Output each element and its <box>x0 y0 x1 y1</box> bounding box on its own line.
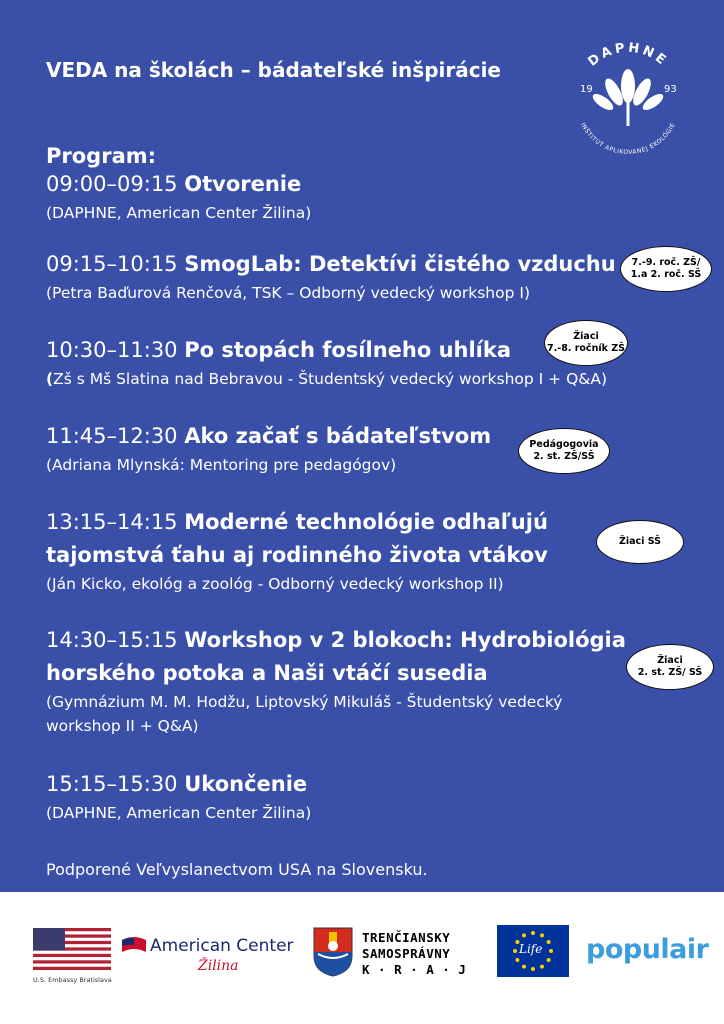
item-time: 14:30–15:15 <box>46 628 178 652</box>
american-center-city: Žilina <box>198 958 239 974</box>
daphne-logo <box>556 30 700 174</box>
audience-bubble: Žiaci 2. st. ZŠ/ SŠ <box>626 644 714 690</box>
us-flag-icon <box>33 928 111 970</box>
american-center-logo <box>120 932 300 982</box>
logo-year-left: 19 <box>580 84 593 95</box>
audience-bubble: Žiaci 7.-8. ročník ZŠ <box>544 320 628 366</box>
item-name-line2: tajomstvá ťahu aj rodinného života vtákov <box>46 543 548 567</box>
item-name: SmogLab: Detektívi čistého vzduchu <box>184 252 616 276</box>
audience-bubble: 7.-9. roč. ZŠ/ 1.a 2. roč. SŠ <box>620 246 712 292</box>
embassy-caption: U.S. Embassy Bratislava <box>33 976 112 984</box>
item-sub: (Petra Baďurová Renčová, TSK – Odborný vedecký workshop I) <box>46 284 530 302</box>
audience-bubble: Žiaci SŠ <box>596 520 684 564</box>
support-note: Podporené Veľvyslanectvom USA na Slovensku. <box>46 860 428 879</box>
logo-year-right: 93 <box>664 84 677 95</box>
item-name: Po stopách fosílneho uhlíka <box>184 338 512 362</box>
american-center-name: American Center <box>150 936 294 956</box>
us-embassy-logo <box>33 928 113 984</box>
item-sub: (DAPHNE, American Center Žilina) <box>46 804 312 822</box>
program-item <box>46 768 311 825</box>
item-time: 09:15–10:15 <box>46 252 178 276</box>
life-label: Life <box>519 942 543 956</box>
program-item <box>46 334 607 391</box>
poster-title: VEDA na školách – bádateľské inšpirácie <box>46 58 501 82</box>
item-name: Otvorenie <box>184 172 302 196</box>
item-name: Moderné technológie odhaľujú <box>184 510 548 534</box>
item-time: 09:00–09:15 <box>46 172 178 196</box>
item-sub: (Gymnázium M. M. Hodžu, Liptovský Mikuláš - Študentský vedecký <box>46 693 563 711</box>
item-time: 15:15–15:30 <box>46 772 178 796</box>
item-sub: (Adriana Mlynská: Mentoring pre pedagógov) <box>46 456 397 474</box>
item-name: Workshop v 2 blokoch: Hydrobiológia <box>184 628 626 652</box>
sponsor-footer <box>0 892 724 1024</box>
tsk-logo <box>312 926 492 982</box>
populair-logo: populair <box>586 934 709 965</box>
item-time: 10:30–11:30 <box>46 338 178 362</box>
item-name: Ukončenie <box>184 772 308 796</box>
program-item <box>46 624 626 738</box>
eu-life-logo <box>497 925 569 977</box>
item-time: 11:45–12:30 <box>46 424 178 448</box>
program-item <box>46 168 311 225</box>
program-heading: Program: <box>46 144 157 168</box>
logo-ring-text: INŠTITÚT APLIKOVANEJ EKOLÓGIE <box>579 121 677 157</box>
logo-name: DAPHNE <box>585 40 671 70</box>
flag-wave-icon <box>120 934 148 958</box>
item-name-line2: horského potoka a Naši vtáčí susedia <box>46 661 488 685</box>
item-sub: (Zš s Mš Slatina nad Bebravou - Študentský vedecký workshop I + Q&A) <box>46 370 608 388</box>
program-item <box>46 248 616 305</box>
item-name: Ako začať s bádateľstvom <box>184 424 492 448</box>
program-item <box>46 420 491 477</box>
item-sub-line2: workshop II + Q&A) <box>46 717 199 735</box>
tsk-text: TRENČIANSKY SAMOSPRÁVNY K · R · A · J <box>362 930 467 977</box>
item-sub: (DAPHNE, American Center Žilina) <box>46 204 312 222</box>
coat-of-arms-icon <box>312 926 354 978</box>
item-time: 13:15–14:15 <box>46 510 178 534</box>
audience-bubble: Pedágogovia 2. st. ZŠ/SŠ <box>518 428 610 474</box>
program-item <box>46 506 548 596</box>
item-sub: (Ján Kicko, ekológ a zoológ - Odborný vedecký workshop II) <box>46 575 504 593</box>
